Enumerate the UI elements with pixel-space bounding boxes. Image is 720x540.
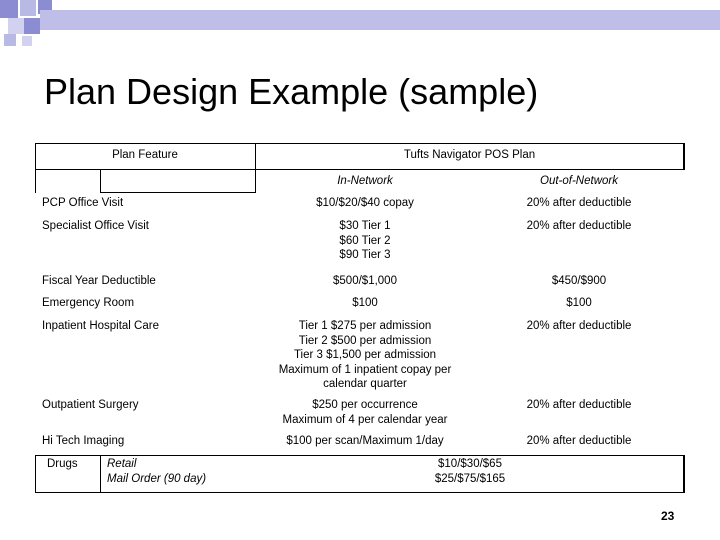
table-border-right-bottom	[683, 455, 685, 493]
table-border-right-top	[683, 143, 685, 170]
inpatient-line-2: Tier 2 $500 per admission	[298, 334, 432, 347]
feature-fiscal-year-deductible: Fiscal Year Deductible	[42, 275, 156, 287]
pcp-out-network: 20% after deductible	[526, 197, 632, 209]
table-border-drugs-divider	[100, 455, 101, 493]
inpatient-line-1: Tier 1 $275 per admission	[298, 320, 432, 332]
table-border-header	[35, 169, 685, 170]
specialist-tier-3: $90 Tier 3	[339, 249, 391, 261]
outpatient-in-network	[256, 398, 474, 427]
inpatient-line-5: calendar quarter	[323, 378, 407, 390]
inpatient-line-4: Maximum of 1 inpatient copay per	[278, 363, 452, 376]
specialist-tier-2: $60 Tier 2	[339, 234, 391, 247]
feature-hi-tech-imaging: Hi Tech Imaging	[42, 435, 125, 447]
specialist-tier-1: $30 Tier 1	[339, 220, 391, 232]
table-border-left-bottom	[35, 455, 36, 493]
specialist-out-network: 20% after deductible	[526, 220, 632, 232]
er-in-network: $100	[352, 297, 378, 309]
feature-specialist-office-visit: Specialist Office Visit	[42, 220, 149, 232]
specialist-in-network	[256, 219, 474, 263]
table-border-top	[35, 143, 685, 144]
inpatient-in-network	[256, 319, 474, 392]
drugs-retail-label: Retail	[107, 458, 137, 470]
imaging-out-network: 20% after deductible	[526, 435, 632, 447]
deductible-out-network: $450/$900	[551, 275, 607, 287]
drugs-label: Drugs	[47, 458, 78, 470]
deco-square	[8, 18, 24, 34]
drugs-retail-value: $10/$30/$65	[438, 458, 502, 470]
deductible-in-network: $500/$1,000	[333, 275, 397, 287]
outpatient-line-2: Maximum of 4 per calendar year	[282, 413, 448, 426]
imaging-in-network: $100 per scan/Maximum 1/day	[286, 435, 444, 447]
page-number: 23	[661, 509, 675, 523]
er-out-network: $100	[566, 297, 592, 309]
feature-inpatient-hospital-care: Inpatient Hospital Care	[42, 320, 159, 332]
feature-outpatient-surgery: Outpatient Surgery	[42, 399, 139, 411]
slide-title: Plan Design Example (sample)	[44, 71, 539, 112]
drugs-mail-value: $25/$75/$165	[434, 473, 506, 485]
inpatient-line-3: Tier 3 $1,500 per admission	[293, 349, 437, 361]
deco-bar	[40, 10, 720, 30]
deco-square	[0, 0, 18, 18]
out-network-header: Out-of-Network	[540, 175, 618, 187]
table-border-drugs-top	[35, 455, 685, 456]
deco-square	[4, 34, 16, 46]
inpatient-out-network: 20% after deductible	[526, 320, 632, 332]
deco-square	[20, 0, 36, 16]
deco-square	[22, 36, 32, 46]
feature-pcp-office-visit: PCP Office Visit	[42, 197, 124, 209]
feature-emergency-room: Emergency Room	[42, 297, 135, 309]
outpatient-line-1: $250 per occurrence	[312, 399, 418, 411]
plan-name-header: Tufts Navigator POS Plan	[403, 149, 536, 161]
plan-design-table	[35, 143, 685, 493]
in-network-header: In-Network	[337, 175, 393, 187]
table-border-subheader	[100, 192, 255, 193]
deco-square	[24, 18, 40, 34]
drugs-mail-label: Mail Order (90 day)	[107, 473, 207, 485]
table-border-bottom	[35, 492, 685, 493]
header-decoration	[0, 0, 720, 50]
pcp-in-network: $10/$20/$40 copay	[316, 197, 414, 209]
table-border-sub-left	[100, 169, 101, 193]
outpatient-out-network: 20% after deductible	[526, 399, 632, 411]
plan-feature-header: Plan Feature	[112, 149, 178, 161]
